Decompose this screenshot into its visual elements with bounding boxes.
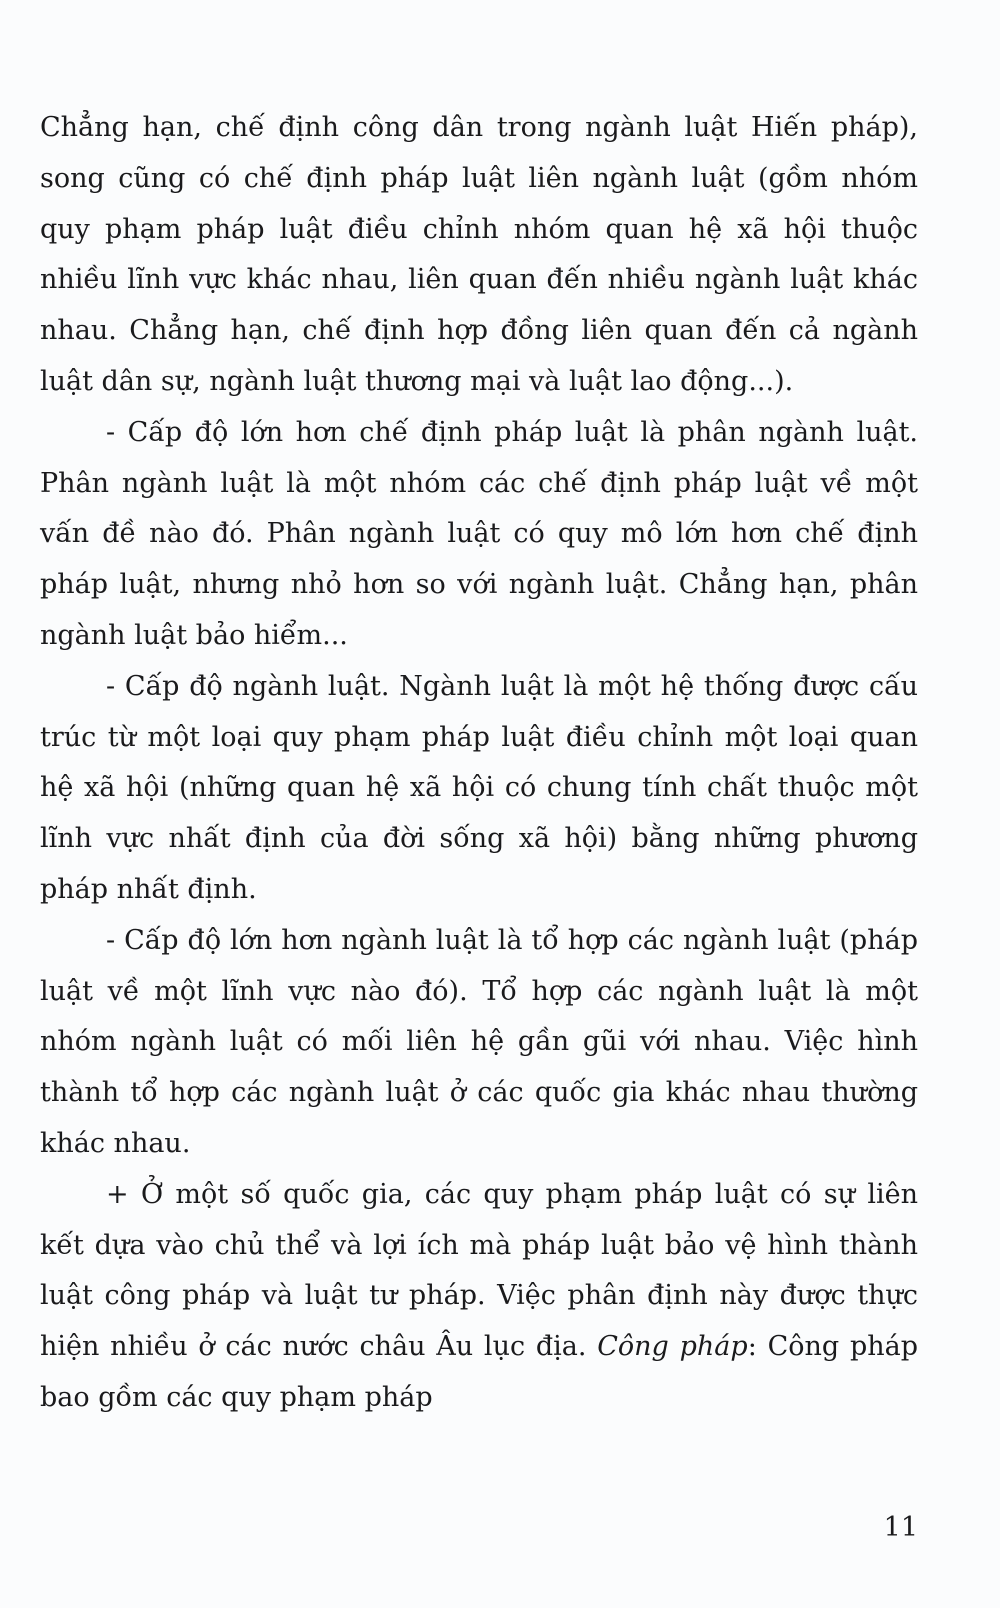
paragraph-lead: + Ở một số quốc gia, các quy phạm pháp luật có sự liên kết dựa vào chủ thể và lợi ích mà pháp luật bảo vệ hình thành luật công pháp và luật tư pháp. Việc phân định này được thực hiện nhiều ở các nước châu Âu lục địa. [40,1178,918,1363]
body-text [40,103,918,1424]
paragraph-public-private-law [40,1170,918,1424]
paragraph-rest: : Công pháp bao gồm các quy phạm pháp [40,1331,918,1413]
page-number: 11 [883,1512,918,1543]
term-cong-phap: Công pháp [597,1331,748,1363]
paragraph-industry-level: - Cấp độ ngành luật. Ngành luật là một hệ thống được cấu trúc từ một loại quy phạm pháp luật điều chỉnh một loại quan hệ xã hội (những quan hệ xã hội có chung tính chất thuộc một lĩnh vực nhất định của đời sống xã hội) bằng những phương pháp nhất định. [40,670,918,905]
paragraph-combination-level: - Cấp độ lớn hơn ngành luật là tổ hợp các ngành luật (pháp luật về một lĩnh vực nào đó). Tổ hợp các ngành luật là một nhóm ngành luật có mối liên hệ gần gũi với nhau. Việc hình thành tổ hợp các ngành luật ở các quốc gia khác nhau thường khác nhau. [40,924,918,1159]
paragraph-branch-level: - Cấp độ lớn hơn chế định pháp luật là phân ngành luật. Phân ngành luật là một nhóm các chế định pháp luật về một vấn đề nào đó. Phân ngành luật có quy mô lớn hơn chế định pháp luật, nhưng nhỏ hơn so với ngành luật. Chẳng hạn, phân ngành luật bảo hiểm... [40,416,918,651]
paragraph-continuation: Chẳng hạn, chế định công dân trong ngành luật Hiến pháp), song cũng có chế định pháp luật liên ngành luật (gồm nhóm quy phạm pháp luật điều chỉnh nhóm quan hệ xã hội thuộc nhiều lĩnh vực khác nhau, liên quan đến nhiều ngành luật khác nhau. Chẳng hạn, chế định hợp đồng liên quan đến cả ngành luật dân sự, ngành luật thương mại và luật lao động...). [40,112,918,397]
